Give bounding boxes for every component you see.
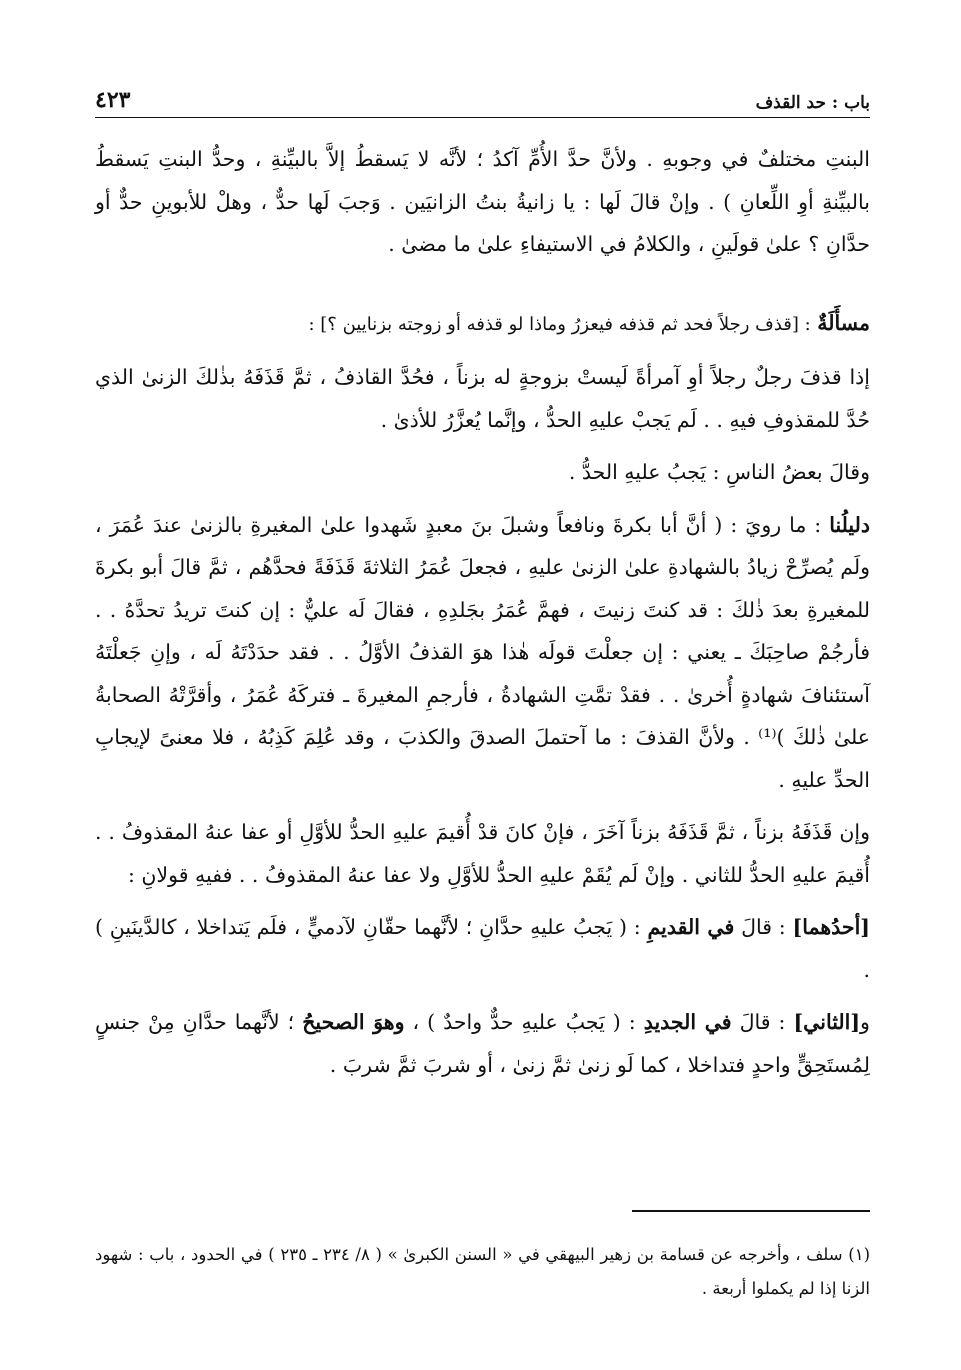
second-bold: في الجديدِ bbox=[643, 1010, 732, 1034]
first-label: [أحدُهما] bbox=[792, 915, 870, 939]
paragraph-1: البنتِ مختلفٌ في وجوبهِ . ولأنَّ حدَّ الأُمِّ آكدُ ؛ لأنَّه لا يَسقطُ إلاَّ بالبيِّنةِ ، وحدُّ البنتِ يَسقطُ بالبيِّنةِ أوِ اللِّعانِ ) . وإنْ قالَ لَها : يا زانيةُ بنتُ الزانيَين . وَجبَ لَها حدٌّ ، وهلْ للأبوينِ حدٌّ أو حدَّانِ ؟ علىٰ قولَينِ ، والكلامُ في الاستيفاءِ علىٰ ما مضىٰ . bbox=[95, 147, 870, 256]
masala-heading bbox=[95, 302, 870, 347]
first-mid: : قالَ bbox=[741, 915, 786, 939]
paragraph-first-opinion bbox=[95, 906, 870, 991]
paragraph-5: وإن قَذَفَهُ بزناً ، ثمَّ قَذَفَهُ بزناً آخَرَ ، فإنْ كانَ قدْ أُقيمَ عليهِ الحدُّ للأوَّلِ أو عفا عنهُ المقذوفُ . . أُقيمَ عليهِ الحدُّ للثاني . وإنْ لَم يُقَمْ عليهِ الحدُّ للأوَّلِ ولا عفا عنهُ المقذوفُ . . ففيهِ قولانِ : bbox=[95, 820, 870, 887]
masala-label: مسأَلَةٌ bbox=[817, 310, 870, 335]
masala-note: : [قذف رجلاً فحد ثم قذفه فيعزرُ وماذا لو قذفه أو زوجته بزنايين ؟] : bbox=[308, 313, 811, 335]
first-text: : ( يَجبُ عليهِ حدَّانِ ؛ لأنَّهما حقّانِ لآدميٍّ ، فلَم يَتداخلا ، كالدَّينَينِ ) . bbox=[95, 915, 870, 982]
running-head: باب : حد القذف bbox=[755, 93, 870, 113]
paragraph-second-opinion bbox=[95, 1001, 870, 1086]
page-header bbox=[95, 78, 870, 118]
first-bold: في القديمِ bbox=[647, 915, 735, 939]
page-number: ٤٢٣ bbox=[95, 87, 131, 113]
footnote-text: سلف ، وأخرجه عن قسامة بن زهير البيهقي في « السنن الكبرىٰ » ( ٨/ ٢٣٤ ـ ٢٣٥ ) في الحدود ، باب : شهود الزنا إذا لم يكملوا أربعة . bbox=[95, 1245, 870, 1298]
paragraph-4 bbox=[95, 504, 870, 802]
dalil-text: : ما رويَ : ( أنَّ أبا بكرةَ ونافعاً وشبلَ بنَ معبدٍ شَهدوا علىٰ المغيرةِ بالزنىٰ عندَ عُمَرَ ، ولَم يُصرِّحْ زيادُ بالشهادةِ علىٰ الزنىٰ عليهِ ، فجعلَ عُمَرُ الثلاثةَ قَذَفَةً فحدَّهُم ، ثمَّ قالَ أبو بكرةَ للمغيرةِ بعدَ ذٰلكَ : قد كنتَ زنيتَ ، فهمَّ عُمَرُ بجَلدِهِ ، فقالَ لَه عليٌّ : إن كنتَ تريدُ تحدَّهُ . . فأرجُمْ صاحِبَكَ ـ يعني : إن جعلْتَ قولَه هٰذا هوَ القذفُ الأوَّلُ . . فقد حدَدْتَهُ لَه ، وإنِ جَعلْتَهُ آستئنافَ شهادةٍ أُخرىٰ . . فقدْ تمَّتِ الشهادةُ ، فأرجمِ المغيرةَ ـ فتركَهُ عُمَرُ ، وأقرَّتْهُ الصحابةُ علىٰ ذٰلكَ )⁽¹⁾ . ولأنَّ القذفَ : ما آحتملَ الصدقَ والكذبَ ، وقد عُلِمَ كَذِبُهُ ، فلا معنىً لإيجابِ الحدِّ عليهِ . bbox=[95, 512, 871, 792]
dalil-label: دليلُنا bbox=[829, 512, 870, 537]
paragraph-2: إذا قذفَ رجلٌ رجلاً أوِ آمرأةً لَيستْ بزوجةٍ له بزناً ، فحُدَّ القاذفُ ، ثمَّ قَذَفَهُ بذٰلكَ الزنىٰ الذي حُدَّ للمقذوفِ فيهِ . . لَم يَجبْ عليهِ الحدُّ ، وإنَّما يُعزَّرُ للأذىٰ . bbox=[95, 365, 870, 432]
second-label: [الثاني] bbox=[793, 1010, 861, 1034]
footnote-marker: (١) bbox=[848, 1245, 871, 1264]
footnote-separator bbox=[632, 1210, 870, 1212]
second-bold-2: وهوَ الصحيحُ bbox=[302, 1010, 405, 1034]
main-text bbox=[95, 138, 870, 1096]
second-mid: : قالَ bbox=[739, 1010, 786, 1034]
footnote bbox=[95, 1238, 870, 1306]
paragraph-3: وقالَ بعضُ الناسِ : يَجبُ عليهِ الحدُّ . bbox=[568, 460, 870, 484]
second-prefix: و bbox=[860, 1010, 870, 1034]
second-text: : ( يَجبُ عليهِ حدٌّ واحدٌ ) ، bbox=[412, 1010, 636, 1034]
second-end: ؛ لأنَّهما حدَّانِ مِنْ جنسٍ لِمُستَحِقٍّ واحدٍ فتداخلا ، كما لَو زنىٰ ثمَّ زنىٰ ، أو شربَ ثمَّ شربَ . bbox=[95, 1010, 870, 1077]
